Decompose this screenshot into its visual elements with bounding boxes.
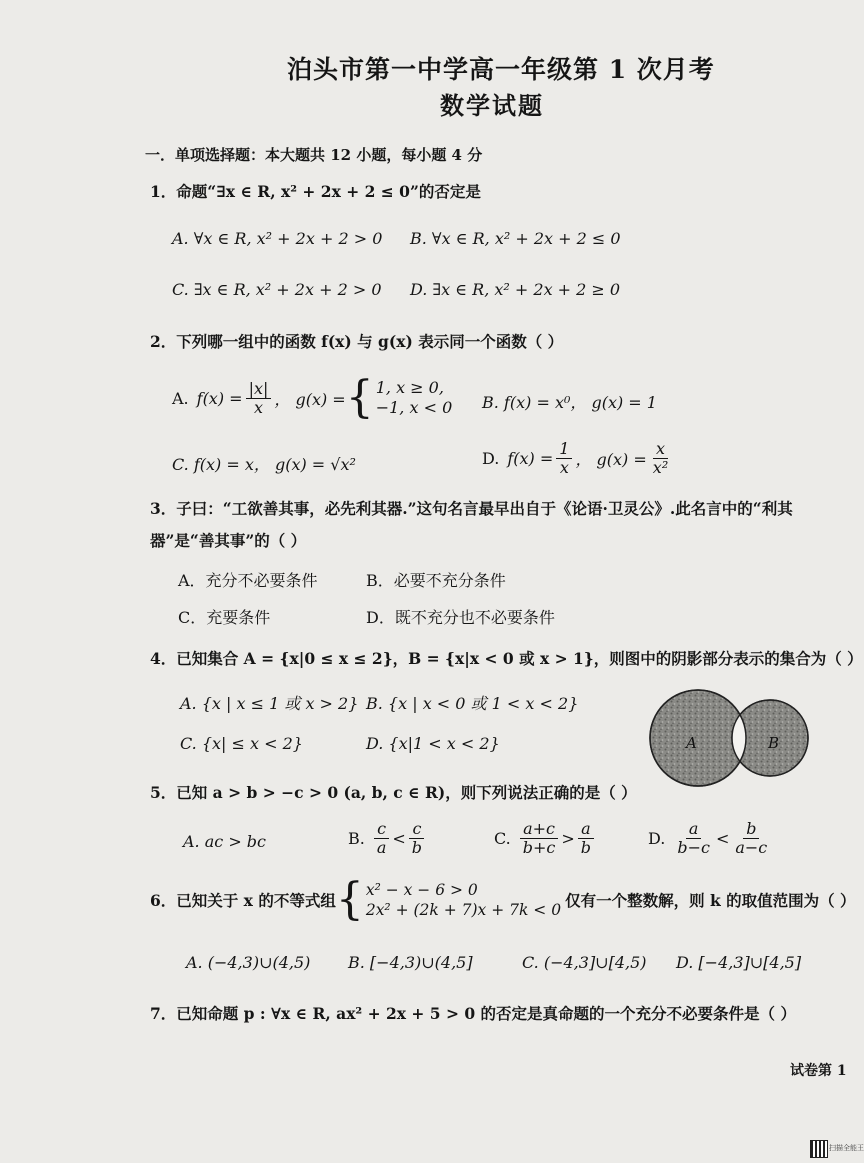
q5-c-label: C. — [494, 829, 511, 848]
q2-option-b: B. f(x) = x⁰， g(x) = 1 — [482, 393, 657, 412]
q2-d-f-denominator: x — [559, 458, 569, 477]
q5-b-label: B. — [348, 829, 365, 848]
q6-stem-post: 仅有一个整数解，则 k 的取值范围为（ ） — [565, 891, 856, 910]
q6-stem-pre: 6．已知关于 x 的不等式组 — [150, 891, 336, 910]
q4-stem: 4．已知集合 A = {x|0 ≤ x ≤ 2}，B = {x|x < 0 或 x > 1}，则图中的阴影部分表示的集合为（ ） — [150, 649, 863, 668]
q3-option-a: A．充分不必要条件 — [178, 571, 318, 590]
q1-option-a: A. ∀x ∈ R, x² + 2x + 2 > 0 — [172, 229, 383, 248]
q5-c-num2: a — [578, 820, 594, 839]
q5-d-op: < — [715, 829, 730, 848]
q5-d-num1: a — [686, 820, 702, 839]
q3-option-b: B．必要不充分条件 — [366, 571, 506, 590]
q5-option-d — [648, 820, 773, 857]
q6-row2: 2x² + (2k + 7)x + 7k < 0 — [365, 901, 562, 919]
q5-b-den1: a — [376, 838, 387, 857]
q2-option-a — [172, 372, 453, 423]
q2-option-c: C. f(x) = x， g(x) = √x² — [172, 455, 356, 474]
q5-c-den2: b — [580, 838, 592, 857]
section-heading: 一．单项选择题：本大题共 12 小题，每小题 4 分 — [145, 146, 483, 164]
q6-option-d: D. [−4,3]∪[4,5] — [676, 953, 802, 972]
q2-a-denominator: x — [253, 397, 263, 417]
q2-a-row1: 1, x ≥ 0, — [375, 378, 444, 397]
q5-b-num1: c — [374, 820, 389, 839]
q4-option-c: C. {x| ≤ x < 2} — [180, 734, 303, 753]
q5-c-num1: a+c — [520, 820, 558, 839]
q6-option-b: B. [−4,3)∪(4,5] — [348, 953, 473, 972]
q5-c-den1: b+c — [522, 838, 556, 857]
q2-a-piecewise: { 1, x ≥ 0, −1, x < 0 — [345, 372, 453, 423]
q2-d-label: D. — [482, 449, 500, 468]
q3-stem-line1: 3．子曰：“工欲善其事，必先利其器.”这句名言最早出自于《论语·卫灵公》.此名言中的“利其 — [150, 499, 793, 518]
q6-option-c: C. (−4,3]∪[4,5) — [522, 953, 647, 972]
scanner-qr-icon — [810, 1140, 828, 1158]
q5-d-num2: b — [743, 820, 759, 839]
q2-a-numerator: |x| — [246, 380, 272, 399]
q5-stem: 5．已知 a > b > −c > 0 (a, b, c ∈ R)，则下列说法正确的是（ ） — [150, 783, 637, 802]
q6-system: { x² − x − 6 > 0 2x² + (2k + 7)x + 7k < 0 — [335, 874, 562, 925]
q5-option-c — [494, 820, 597, 857]
q5-option-b — [348, 820, 428, 857]
q2-stem: 2．下列哪一组中的函数 f(x) 与 g(x) 表示同一个函数（ ） — [150, 332, 564, 351]
venn-label-a: A — [686, 734, 697, 752]
q1-option-b: B. ∀x ∈ R, x² + 2x + 2 ≤ 0 — [410, 229, 621, 248]
q2-d-g: ， g(x) = — [575, 450, 647, 469]
scanner-watermark: 扫描全能王 — [829, 1144, 864, 1152]
q2-a-fraction — [246, 380, 272, 417]
q4-option-b: B. {x | x < 0 或 1 < x < 2} — [366, 694, 579, 713]
q1-option-d: D. ∃x ∈ R, x² + 2x + 2 ≥ 0 — [410, 280, 621, 299]
q2-a-f: f(x) = — [196, 388, 243, 408]
q3-option-c: C．充要条件 — [178, 608, 271, 627]
q5-d-label: D. — [648, 829, 666, 848]
q5-b-num2: c — [409, 820, 424, 839]
q6-stem — [150, 874, 856, 925]
q6-row1: x² − x − 6 > 0 — [365, 881, 478, 899]
q5-option-a: A. ac > bc — [183, 832, 267, 851]
exam-subtitle: 数学试题 — [440, 91, 544, 120]
q2-d-g-fraction — [650, 440, 671, 477]
q2-a-row2: −1, x < 0 — [375, 398, 453, 417]
q2-d-f-numerator: 1 — [556, 440, 572, 459]
q4-option-d: D. {x|1 < x < 2} — [366, 734, 500, 753]
q2-d-f-fraction — [556, 440, 572, 477]
q5-d-den1: b−c — [677, 838, 710, 857]
q2-a-label: A. — [172, 388, 189, 408]
q4-option-a: A. {x | x ≤ 1 或 x > 2} — [180, 694, 359, 713]
q2-option-d — [482, 440, 674, 477]
q6-option-a: A. (−4,3)∪(4,5) — [186, 953, 311, 972]
q3-stem-line2: 器”是“善其事”的（ ） — [150, 531, 307, 550]
q5-c-op: > — [561, 829, 575, 848]
q5-d-den2: a−c — [735, 838, 768, 857]
q1-option-c: C. ∃x ∈ R, x² + 2x + 2 > 0 — [172, 280, 382, 299]
q3-option-d: D．既不充分也不必要条件 — [366, 608, 555, 627]
q2-d-g-denominator: x² — [652, 458, 669, 477]
q5-b-den2: b — [411, 838, 423, 857]
q5-b-op: < — [392, 829, 406, 848]
exam-title: 泊头市第一中学高一年级第 1 次月考 — [287, 55, 715, 84]
venn-diagram — [640, 688, 816, 788]
q1-stem: 1．命题“∃x ∈ R, x² + 2x + 2 ≤ 0”的否定是 — [150, 182, 481, 201]
q7-stem: 7．已知命题 p : ∀x ∈ R, ax² + 2x + 5 > 0 的否定是真命题的一个充分不必要条件是（ ） — [150, 1004, 796, 1023]
q2-d-f: f(x) = — [507, 449, 554, 468]
q2-d-g-numerator: x — [653, 440, 668, 459]
q2-a-g: ， g(x) = — [274, 389, 346, 409]
venn-label-b: B — [768, 734, 780, 752]
page-number: 试卷第 1 — [790, 1063, 847, 1079]
